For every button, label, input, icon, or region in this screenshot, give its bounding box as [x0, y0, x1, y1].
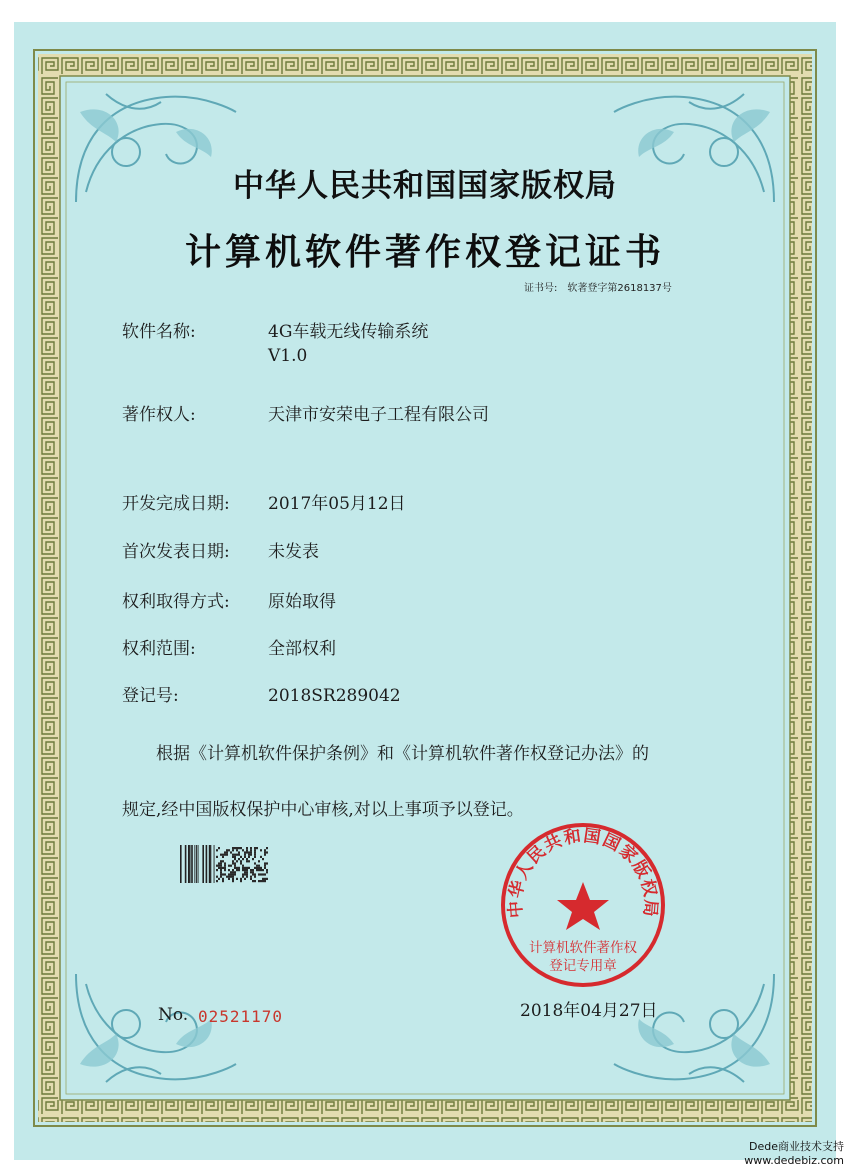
barcode-cell — [218, 862, 220, 864]
barcode-cell — [250, 878, 252, 880]
barcode-cell — [258, 880, 260, 882]
barcode-cell — [254, 856, 256, 858]
barcode-cell — [246, 873, 248, 875]
barcode-cell — [220, 873, 222, 875]
barcode-cell — [254, 847, 256, 849]
barcode-cell — [266, 878, 268, 880]
barcode-cell — [216, 856, 218, 858]
barcode-cell — [232, 849, 234, 851]
barcode-bar — [180, 845, 182, 883]
barcode-bar — [196, 845, 197, 883]
barcode-cell — [216, 865, 218, 867]
barcode-cell — [234, 847, 236, 849]
barcode-cell — [258, 873, 260, 875]
barcode-cell — [244, 867, 246, 869]
barcode-cell — [250, 854, 252, 856]
barcode-cell — [264, 867, 266, 869]
barcode-cell — [252, 873, 254, 875]
barcode-cell — [246, 858, 248, 860]
barcode-cell — [234, 873, 236, 875]
barcode-cell — [254, 854, 256, 856]
barcode-cell — [238, 854, 240, 856]
barcode-cell — [256, 867, 258, 869]
barcode-cell — [230, 873, 232, 875]
field-value: 天津市安荣电子工程有限公司 — [268, 405, 489, 425]
barcode-cell — [264, 878, 266, 880]
barcode-cell — [266, 871, 268, 873]
barcode-cell — [236, 854, 238, 856]
barcode-cell — [256, 865, 258, 867]
barcode-cell — [224, 869, 226, 871]
seal-star — [557, 882, 609, 930]
barcode-cell — [234, 854, 236, 856]
barcode-cell — [254, 851, 256, 853]
barcode-cell — [260, 867, 262, 869]
barcode-cell — [264, 865, 266, 867]
barcode-cell — [246, 860, 248, 862]
barcode-cell — [260, 869, 262, 871]
barcode-cell — [228, 849, 230, 851]
barcode-cell — [262, 873, 264, 875]
barcode-cell — [264, 854, 266, 856]
barcode-cell — [264, 873, 266, 875]
barcode-cell — [238, 851, 240, 853]
barcode-cell — [220, 862, 222, 864]
barcode-cell — [218, 847, 220, 849]
barcode-cell — [264, 862, 266, 864]
barcode-cell — [216, 849, 218, 851]
barcode-cell — [256, 869, 258, 871]
barcode-cell — [246, 871, 248, 873]
barcode-cell — [258, 867, 260, 869]
barcode-cell — [216, 869, 218, 871]
certificate-title: 计算机软件著作权登记证书 — [184, 232, 665, 273]
barcode-cell — [264, 849, 266, 851]
barcode-bar — [206, 845, 208, 883]
barcode-cell — [254, 862, 256, 864]
barcode-cell — [236, 867, 238, 869]
barcode-cell — [236, 849, 238, 851]
barcode-cell — [220, 860, 222, 862]
barcode-cell — [242, 869, 244, 871]
field-label: 权利范围: — [122, 639, 196, 659]
field-label: 首次发表日期: — [122, 542, 230, 562]
barcode-cell — [242, 849, 244, 851]
barcode-cell — [234, 871, 236, 873]
barcode-cell — [230, 871, 232, 873]
barcode-cell — [224, 865, 226, 867]
barcode-cell — [250, 876, 252, 878]
barcode-cell — [240, 860, 242, 862]
field-value: 全部权利 — [268, 639, 336, 659]
barcode-cell — [228, 873, 230, 875]
barcode-cell — [244, 851, 246, 853]
barcode-cell — [220, 854, 222, 856]
barcode-cell — [246, 851, 248, 853]
corner-ornament-bottom-left — [66, 964, 246, 1094]
serial-number-label: No. — [158, 1005, 189, 1025]
barcode-cell — [244, 869, 246, 871]
barcode-cell — [216, 876, 218, 878]
field-label: 登记号: — [122, 686, 179, 706]
barcode-cell — [240, 856, 242, 858]
barcode-cell — [220, 869, 222, 871]
barcode-cell — [242, 867, 244, 869]
barcode-cell — [266, 847, 268, 849]
barcode-cell — [264, 851, 266, 853]
certificate-number-value: 软著登字第2618137号 — [567, 283, 672, 294]
barcode-bar — [191, 845, 193, 883]
barcode-cell — [242, 865, 244, 867]
field-value: 2018SR289042 — [268, 686, 401, 706]
barcode-cell — [250, 869, 252, 871]
field-software-name — [122, 320, 428, 368]
barcode-cell — [250, 871, 252, 873]
software-version-line: V1.0 — [268, 346, 308, 366]
barcode-cell — [254, 873, 256, 875]
barcode-cell — [226, 849, 228, 851]
barcode-cell — [220, 865, 222, 867]
barcode-cell — [222, 878, 224, 880]
barcode-cell — [230, 865, 232, 867]
barcode-cell — [238, 858, 240, 860]
field-value: 原始取得 — [268, 592, 336, 612]
field-value: 2017年05月12日 — [268, 494, 406, 514]
barcode-cell — [260, 849, 262, 851]
barcode-cell — [244, 873, 246, 875]
barcode-bar — [214, 845, 215, 883]
barcode-cell — [260, 873, 262, 875]
barcode-cell — [240, 880, 242, 882]
barcode-bar — [188, 845, 190, 883]
barcode-cell — [240, 847, 242, 849]
barcode-cell — [228, 878, 230, 880]
site-watermark — [744, 1140, 844, 1168]
seal-ring-text: 中华人民共和国国家版权局 — [505, 826, 661, 919]
field-label: 开发完成日期: — [122, 494, 230, 514]
barcode-cell — [224, 862, 226, 864]
barcode-cell — [234, 856, 236, 858]
watermark-line: Dede商业技术支持 — [749, 1140, 844, 1153]
barcode-cell — [246, 847, 248, 849]
barcode-cell — [224, 854, 226, 856]
barcode-cell — [232, 878, 234, 880]
barcode-cell — [248, 856, 250, 858]
barcode-cell — [232, 869, 234, 871]
barcode-cell — [234, 862, 236, 864]
barcode-cell — [236, 878, 238, 880]
certificate-number — [524, 279, 682, 294]
barcode-cell — [244, 878, 246, 880]
barcode-cell — [266, 869, 268, 871]
barcode-cell — [232, 880, 234, 882]
barcode-cell — [262, 858, 264, 860]
barcode-cell — [236, 869, 238, 871]
field-label: 权利取得方式: — [122, 592, 230, 612]
barcode-cell — [222, 867, 224, 869]
field-label: 软件名称: — [122, 322, 196, 342]
field-copyright-owner — [122, 403, 489, 427]
barcode-cell — [262, 880, 264, 882]
barcode-cell — [242, 876, 244, 878]
barcode-cell — [266, 862, 268, 864]
barcode-cell — [226, 851, 228, 853]
barcode-cell — [258, 860, 260, 862]
barcode-cell — [244, 871, 246, 873]
barcode-cell — [260, 880, 262, 882]
field-first-publish-date — [122, 540, 319, 564]
barcode-cell — [232, 856, 234, 858]
watermark-link[interactable]: www.dedebiz.com — [744, 1154, 844, 1167]
field-acquisition-method — [122, 590, 336, 614]
barcode-cell — [220, 876, 222, 878]
barcode-cell — [218, 878, 220, 880]
official-seal — [498, 820, 668, 990]
barcode-cell — [262, 869, 264, 871]
statement-line: 规定,经中国版权保护中心审核,对以上事项予以登记。 — [122, 800, 524, 820]
barcode-cell — [228, 876, 230, 878]
barcode-cell — [248, 867, 250, 869]
barcode-cell — [232, 860, 234, 862]
barcode-cell — [254, 876, 256, 878]
barcode-cell — [254, 880, 256, 882]
agency-title: 中华人民共和国国家版权局 — [233, 168, 617, 204]
barcode-cell — [238, 847, 240, 849]
barcode-cell — [252, 871, 254, 873]
barcode-cell — [246, 867, 248, 869]
barcode-cell — [258, 865, 260, 867]
barcode-cell — [232, 847, 234, 849]
barcode-cell — [226, 854, 228, 856]
barcode-cell — [238, 867, 240, 869]
field-registration-no — [122, 684, 401, 708]
barcode-bar — [202, 845, 204, 883]
certificate-number-label: 证书号: — [524, 283, 558, 294]
barcode-cell — [250, 849, 252, 851]
serial-number-value: 02521170 — [198, 1007, 284, 1026]
barcode-cell — [236, 860, 238, 862]
barcode-cell — [222, 873, 224, 875]
software-name-line: 4G车载无线传输系统 — [268, 322, 429, 342]
barcode-cell — [228, 865, 230, 867]
barcode-cell — [224, 851, 226, 853]
barcode-bar — [210, 845, 211, 883]
barcode-cell — [246, 869, 248, 871]
barcode-cell — [242, 873, 244, 875]
barcode-bar — [185, 845, 187, 883]
barcode-cell — [224, 873, 226, 875]
barcode-cell — [218, 865, 220, 867]
barcode-cell — [266, 851, 268, 853]
barcode-cell — [236, 847, 238, 849]
barcode-cell — [262, 878, 264, 880]
barcode-cell — [232, 862, 234, 864]
barcode-cell — [252, 880, 254, 882]
barcode-cell — [254, 867, 256, 869]
barcode-cell — [234, 867, 236, 869]
issue-date: 2018年04月27日 — [520, 1001, 658, 1021]
barcode-cell — [244, 854, 246, 856]
barcode-cell — [222, 856, 224, 858]
barcode-cell — [238, 869, 240, 871]
barcode-cell — [248, 851, 250, 853]
seal-inner-line2: 登记专用章 — [549, 958, 617, 974]
barcode-cell — [260, 856, 262, 858]
barcode-cell — [224, 867, 226, 869]
field-value: 未发表 — [268, 542, 319, 562]
barcode-cell — [216, 880, 218, 882]
barcode-cell — [220, 871, 222, 873]
barcode-cell — [240, 862, 242, 864]
barcode — [180, 845, 268, 883]
barcode-cell — [254, 849, 256, 851]
barcode-cell — [234, 865, 236, 867]
barcode-cell — [220, 867, 222, 869]
barcode-cell — [222, 880, 224, 882]
barcode-cell — [222, 860, 224, 862]
barcode-cell — [252, 858, 254, 860]
barcode-cell — [222, 854, 224, 856]
barcode-cell — [232, 871, 234, 873]
field-label: 著作权人: — [122, 405, 196, 425]
statement-line: 根据《计算机软件保护条例》和《计算机软件著作权登记办法》的 — [156, 744, 649, 764]
barcode-cell — [234, 858, 236, 860]
barcode-cell — [258, 869, 260, 871]
field-rights-scope — [122, 637, 336, 661]
barcode-cell — [218, 867, 220, 869]
barcode-bar — [198, 845, 199, 883]
barcode-bar — [190, 845, 191, 883]
barcode-cell — [250, 847, 252, 849]
barcode-cell — [240, 878, 242, 880]
barcode-cell — [242, 858, 244, 860]
barcode-cell — [232, 854, 234, 856]
field-value — [268, 320, 428, 368]
barcode-cell — [252, 869, 254, 871]
barcode-cell — [232, 876, 234, 878]
barcode-cell — [248, 854, 250, 856]
barcode-cell — [244, 856, 246, 858]
barcode-bar — [209, 845, 211, 883]
barcode-cell — [256, 847, 258, 849]
barcode-cell — [246, 876, 248, 878]
barcode-cell — [248, 860, 250, 862]
barcode-bar — [194, 845, 195, 883]
barcode-cell — [230, 851, 232, 853]
barcode-cell — [230, 876, 232, 878]
field-completion-date — [122, 492, 406, 516]
barcode-cell — [226, 876, 228, 878]
barcode-cell — [228, 869, 230, 871]
barcode-cell — [246, 849, 248, 851]
barcode-cell — [250, 851, 252, 853]
seal-inner-line1: 计算机软件著作权 — [529, 940, 637, 956]
barcode-cell — [264, 880, 266, 882]
barcode-cell — [232, 873, 234, 875]
